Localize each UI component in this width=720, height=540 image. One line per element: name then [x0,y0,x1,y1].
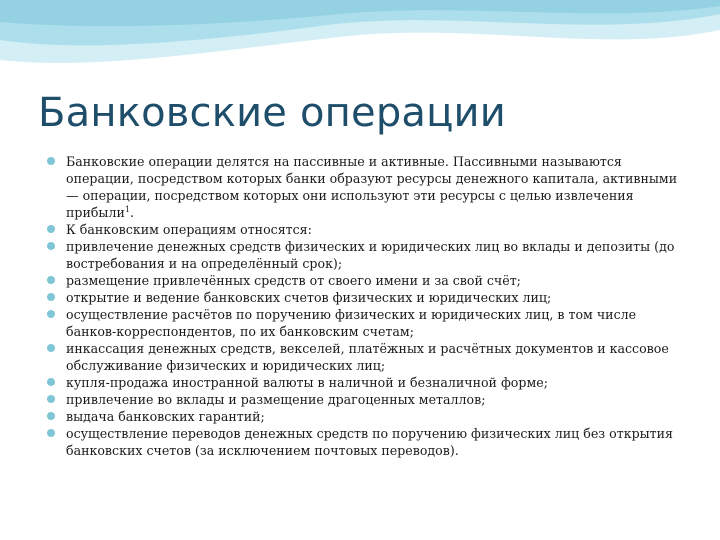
bullet-item [44,221,684,238]
footnote-marker: 1 [124,204,130,214]
bullet-text: размещение привлечённых средств от своего имени и за свой счёт; [66,273,521,288]
bullet-dot-icon [47,157,55,165]
bullet-dot-icon [47,225,55,233]
bullet-item [44,153,684,221]
bullet-item [44,391,684,408]
bullet-text: открытие и ведение банковских счетов физических и юридических лиц; [66,290,552,305]
bullet-text: К банковским операциям относятся: [66,222,312,237]
bullet-text: выдача банковских гарантий; [66,409,265,424]
bullet-dot-icon [47,276,55,284]
bullet-text: купля-продажа иностранной валюты в наличной и безналичной форме; [66,375,548,390]
bullet-dot-icon [47,310,55,318]
bullet-dot-icon [47,242,55,250]
bullet-text-tail: . [129,205,134,220]
bullet-dot-icon [47,344,55,352]
bullet-list [44,153,684,459]
bullet-item [44,306,684,340]
bullet-text: привлечение во вклады и размещение драгоценных металлов; [66,392,486,407]
bullet-dot-icon [47,429,55,437]
header-wave-decoration [0,0,720,100]
bullet-item [44,340,684,374]
bullet-dot-icon [47,395,55,403]
bullet-item [44,272,684,289]
bullet-dot-icon [47,412,55,420]
bullet-item [44,289,684,306]
bullet-dot-icon [47,378,55,386]
bullet-text: инкассация денежных средств, векселей, платёжных и расчётных документов и кассовое обслуживание физических и юридических лиц; [66,341,669,373]
slide-title: Банковские операции [38,90,506,136]
bullet-item [44,374,684,391]
bullet-item [44,238,684,272]
bullet-dot-icon [47,293,55,301]
bullet-text: Банковские операции делятся на пассивные и активные. Пассивными называются операции, посредством которых банки образуют ресурсы денежного капитала, активными — операции, посредством которых они используют эти ресурсы с целью извлечения прибыли [66,154,678,220]
bullet-text: осуществление расчётов по поручению физических и юридических лиц, в том числе банков-корреспондентов, по их банковским счетам; [66,307,637,339]
bullet-item [44,408,684,425]
bullet-item [44,425,684,459]
bullet-text: привлечение денежных средств физических и юридических лиц во вклады и депозиты (до востребования и на определённый срок); [66,239,675,271]
bullet-text: осуществление переводов денежных средств по поручению физических лиц без открытия банковских счетов (за исключением почтовых переводов). [66,426,673,458]
